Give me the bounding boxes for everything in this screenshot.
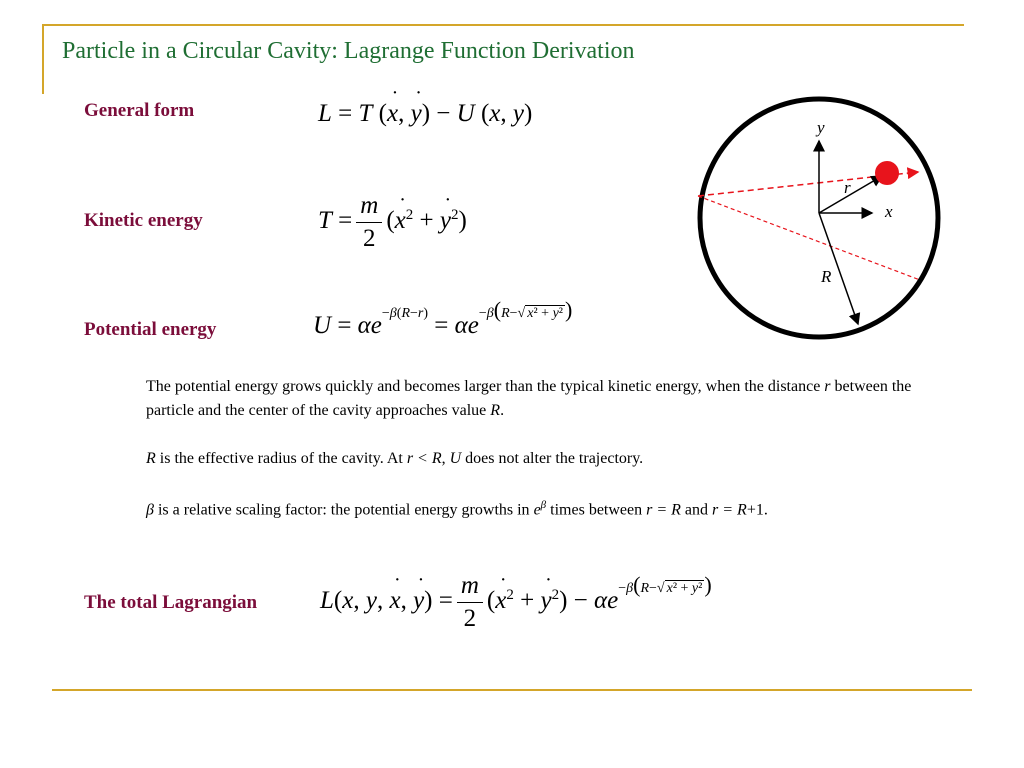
y-axis-label: y: [817, 118, 825, 137]
top-rule: [44, 24, 964, 26]
slide-title: Particle in a Circular Cavity: Lagrange Function Derivation: [62, 38, 635, 64]
R-label: R: [821, 267, 832, 286]
equation-potential-energy: $U = \alpha e^{-\beta(R-r)} = \alpha e^{-\beta(R-√ x^2 + y^2)}$: [313, 297, 573, 339]
note-potential-growth: The potential energy grows quickly and becomes larger than the typical kinetic energy, when the distance r between the particle and the center of the cavity approaches value R.: [146, 378, 912, 419]
x-axis-label: x: [885, 202, 893, 221]
label-general-form: General form: [84, 100, 195, 121]
note-scaling-factor: β is a relative scaling factor: the potential energy growths in $e^\beta$ times between r = R and r = R+1.: [146, 499, 768, 519]
label-potential-energy: Potential energy: [84, 319, 217, 340]
note-effective-radius: R is the effective radius of the cavity. At r < R, U does not alter the trajectory.: [146, 450, 644, 467]
equation-kinetic-energy: T = $\frac{m}{2}$ (x ˙$^2$ + y ˙$^2$): [318, 190, 467, 255]
r-label: r: [844, 178, 851, 197]
equation-total-lagrangian: L(x, y, x ˙, y ˙) = $\frac{m}{2}$ (x ˙$^2$ + y ˙$^2$) − $\alpha e^{-\beta(R-√ x^2 + y^2)}$: [320, 570, 712, 635]
equation-general-form: L = T (x ˙, y ˙) − U (x, y): [318, 100, 532, 128]
particle-dot: [875, 161, 899, 185]
left-rule: [42, 24, 44, 94]
cavity-diagram: [690, 95, 980, 345]
label-kinetic-energy: Kinetic energy: [84, 210, 203, 231]
label-total-lagrangian: The total Lagrangian: [84, 592, 258, 613]
bottom-rule: [52, 689, 972, 691]
